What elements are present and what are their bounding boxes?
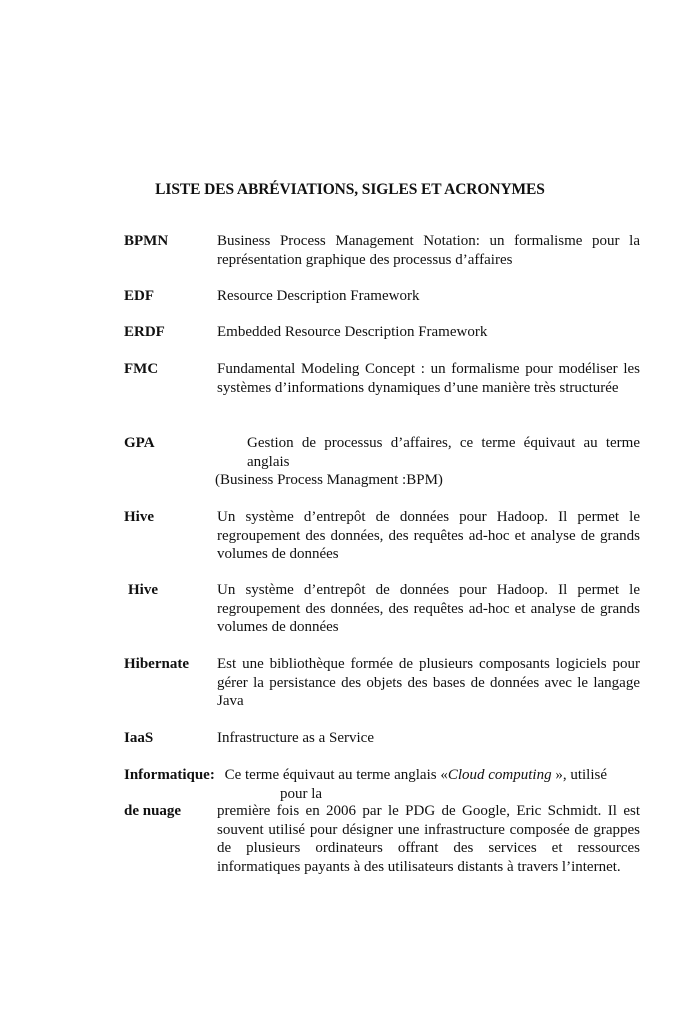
- entry-term: Hive: [124, 509, 154, 525]
- list-item-bpmn: [124, 232, 640, 269]
- list-item-edf: [124, 287, 640, 306]
- list-item-hive-duplicate: [124, 581, 640, 637]
- entry-definition: Un système d’entrepôt de données pour Hadoop. Il permet le regroupement des données, des requêtes ad-hoc et analyse de grands volumes de données: [217, 509, 640, 562]
- entry-definition: Fundamental Modeling Concept : un formalisme pour modéliser les systèmes d’informations dynamiques d’une manière très structurée: [217, 361, 640, 396]
- english-term: Cloud computing: [447, 767, 552, 783]
- entry-definition: Infrastructure as a Service: [217, 730, 375, 746]
- entry-definition: Un système d’entrepôt de données pour Hadoop. Il permet le regroupement des données, des requêtes ad-hoc et analyse de grands volumes de données: [217, 582, 640, 635]
- entry-term: FMC: [124, 361, 159, 377]
- list-item-gpa: [124, 434, 640, 490]
- entry-term: BPMN: [124, 233, 169, 249]
- list-item-hibernate: [124, 655, 640, 711]
- entry-definition-line2: pour la: [280, 785, 323, 802]
- list-item-erdf: [124, 323, 640, 342]
- entry-term: Hibernate: [124, 656, 189, 672]
- entry-definition: Business Process Management Notation: un formalisme pour la représentation graphique des processus d’affaires: [217, 233, 640, 268]
- list-item-fmc: [124, 360, 640, 397]
- entry-term: de nuage: [124, 803, 182, 819]
- list-item-iaas: [124, 729, 640, 748]
- entry-term: IaaS: [124, 730, 154, 746]
- entry-definition: Gestion de processus d’affaires, ce terme équivaut au terme anglais (Business Process Managment :BPM): [215, 435, 640, 488]
- entry-term: Informatique:: [124, 767, 215, 783]
- list-item-hive: [124, 508, 640, 564]
- entry-definition: Est une bibliothèque formée de plusieurs composants logiciels pour gérer la persistance des objets des bases de données avec le langage Java: [217, 656, 640, 709]
- list-item-informatique-header: [124, 766, 640, 803]
- entry-term: GPA: [124, 435, 155, 451]
- entry-definition: Resource Description Framework: [217, 288, 420, 304]
- entry-term: Hive: [128, 582, 158, 598]
- entry-definition: Embedded Resource Description Framework: [217, 324, 488, 340]
- entry-definition-extra: (Business Process Managment :BPM): [215, 472, 443, 488]
- list-item-informatique-body: [124, 802, 640, 876]
- entry-definition-start: Ce terme équivaut au terme anglais «Cloud computing », utilisé: [224, 767, 607, 783]
- entry-term: ERDF: [124, 324, 165, 340]
- entry-term: EDF: [124, 288, 154, 304]
- page-title: LISTE DES ABRÉVIATIONS, SIGLES ET ACRONYMES: [155, 181, 545, 198]
- entry-definition: première fois en 2006 par le PDG de Google, Eric Schmidt. Il est souvent utilisé pour désigner une infrastructure composée de grappes de plusieurs ordinateurs offrant des services et ressources informatiques payants à des utilisateurs distants à travers l’internet.: [217, 803, 640, 875]
